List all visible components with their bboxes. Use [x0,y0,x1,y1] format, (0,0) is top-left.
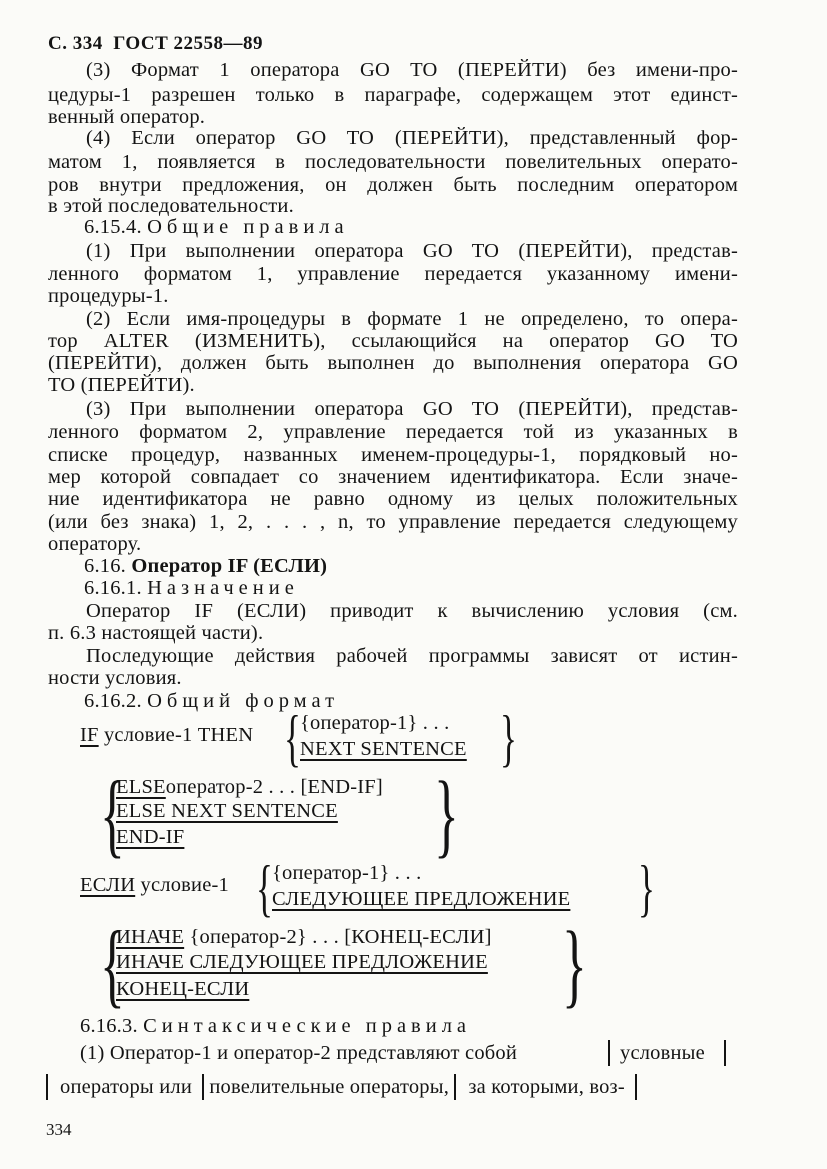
text-line: венный оператор. [48,106,206,128]
text-line: ние идентификатора не равно одному из целых положительных [48,488,738,510]
keyword-else: ELSE [116,776,166,798]
text-line: (3) При выполнении оператора GO TO (ПЕРЕЙТИ), представ- [86,398,738,420]
text-line: матом 1, появляется в последовательности повелительных операто- [48,151,738,173]
end-if: END-IF [116,826,185,848]
section-title: Синтаксические правила [143,1015,472,1037]
keyword-inache: ИНАЧЕ [116,926,185,948]
option-next-sentence: NEXT SENTENCE [300,738,467,760]
text-line: Оператор IF (ЕСЛИ) приводит к вычислению условия (см. [86,600,738,622]
section-heading-6-16-1 [84,577,299,600]
left-brace: { [100,763,125,867]
section-number: 6.16.1. [84,577,142,599]
right-brace: } [638,852,655,923]
syntax-rule-1-line2 [46,1074,637,1100]
else-statement-option [116,926,492,949]
boxed-term: за которыми, воз- [454,1074,637,1100]
text-line: (ПЕРЕЙТИ), должен быть выполнен до выполнения оператора GO [48,352,738,374]
condition-1: условие-1 [103,724,193,746]
left-brace: { [100,913,125,1017]
else-next-sentence: ELSE NEXT SENTENCE [116,800,338,822]
else-next-sentence: ИНАЧЕ СЛЕДУЮЩЕЕ ПРЕДЛОЖЕНИЕ [116,951,488,973]
text-line: (1) При выполнении оператора GO TO (ПЕРЕЙТИ), представ- [86,240,738,262]
keyword-then: THEN [197,724,254,746]
syntax-rule-1-text: (1) Оператор-1 и оператор-2 представляют собой [80,1042,518,1064]
section-heading-6-16 [84,555,327,578]
text-line: ров внутри предложения, он должен быть последним оператором [48,174,738,196]
section-number: 6.16. [84,555,126,577]
end-if-optional: [КОНЕЦ-ЕСЛИ] [344,926,492,948]
boxed-term: операторы или [46,1074,204,1100]
condition-1: условие-1 [140,874,229,896]
boxed-term-text: условные [608,1040,726,1066]
section-title: Общие правила [147,216,349,238]
text-line: цедуры-1 разрешен только в параграфе, содержащем этот единст- [48,84,738,106]
format-ru-lead [80,874,229,897]
text-line: процедуры-1. [48,285,169,307]
boxed-term [608,1040,726,1066]
text-line: (или без знака) 1, 2, . . . , n, то управление передается следующему [48,511,738,533]
text-line: тор ALTER (ИЗМЕНИТЬ), ссылающийся на оператор GO TO [48,330,738,352]
left-brace: { [256,852,273,923]
text-line: (4) Если оператор GO TO (ПЕРЕЙТИ), представленный фор- [86,127,738,149]
text-line: TO (ПЕРЕЙТИ). [48,374,195,396]
text-line: ленного форматом 2, управление передается той из указанных в [48,421,738,443]
right-brace: } [562,913,587,1017]
section-title: Оператор IF (ЕСЛИ) [131,555,328,577]
option-next-sentence: СЛЕДУЮЩЕЕ ПРЕДЛОЖЕНИЕ [272,888,571,910]
section-number: 6.15.4. [84,216,142,238]
left-brace: { [284,702,301,773]
option-statement-1: {оператор-1} . . . [272,862,422,884]
standard-number: ГОСТ 22558—89 [113,33,264,54]
section-number: 6.16.2. [84,690,142,712]
option-statement-1: {оператор-1} . . . [300,712,450,734]
text-line: мер которой совпадает со значением идентификатора. Если значе- [48,466,738,488]
text-line: п. 6.3 настоящей части). [48,622,264,644]
text-line: в этой последовательности. [48,195,294,217]
keyword-esli: ЕСЛИ [80,874,136,896]
text-line: (2) Если имя-процедуры в формате 1 не определено, то опера- [86,308,738,330]
page-number: 334 [46,1120,72,1139]
statement-2: оператор-2 . . . [165,776,296,798]
text-line: списке процедур, названных именем-процедуры-1, порядковый но- [48,444,738,466]
section-number: 6.16.3. [80,1015,138,1037]
section-heading-6-16-3 [80,1015,471,1038]
text-line: ности условия. [48,667,182,689]
section-title: Общий формат [147,690,340,712]
keyword-if: IF [80,724,99,746]
page-header [48,33,263,55]
end-if-optional: [END-IF] [300,776,383,798]
text-line: оператору. [48,533,142,555]
section-title: Назначение [147,577,299,599]
right-brace: } [500,702,517,773]
section-heading-6-15-4 [84,216,349,239]
text-fragment: повелительные операторы, [209,1076,450,1098]
else-statement-option [116,776,383,799]
statement-2: {оператор-2} . . . [189,926,339,948]
page-ref: С. 334 [48,33,103,54]
end-if: КОНЕЦ-ЕСЛИ [116,978,250,1000]
text-line: ленного форматом 1, управление передается указанному имени- [48,263,738,285]
text-line: (3) Формат 1 оператора GO TO (ПЕРЕЙТИ) без имени-про- [86,59,738,81]
right-brace: } [434,763,459,867]
format-en-lead [80,724,253,747]
text-line: Последующие действия рабочей программы зависят от истин- [86,645,738,667]
